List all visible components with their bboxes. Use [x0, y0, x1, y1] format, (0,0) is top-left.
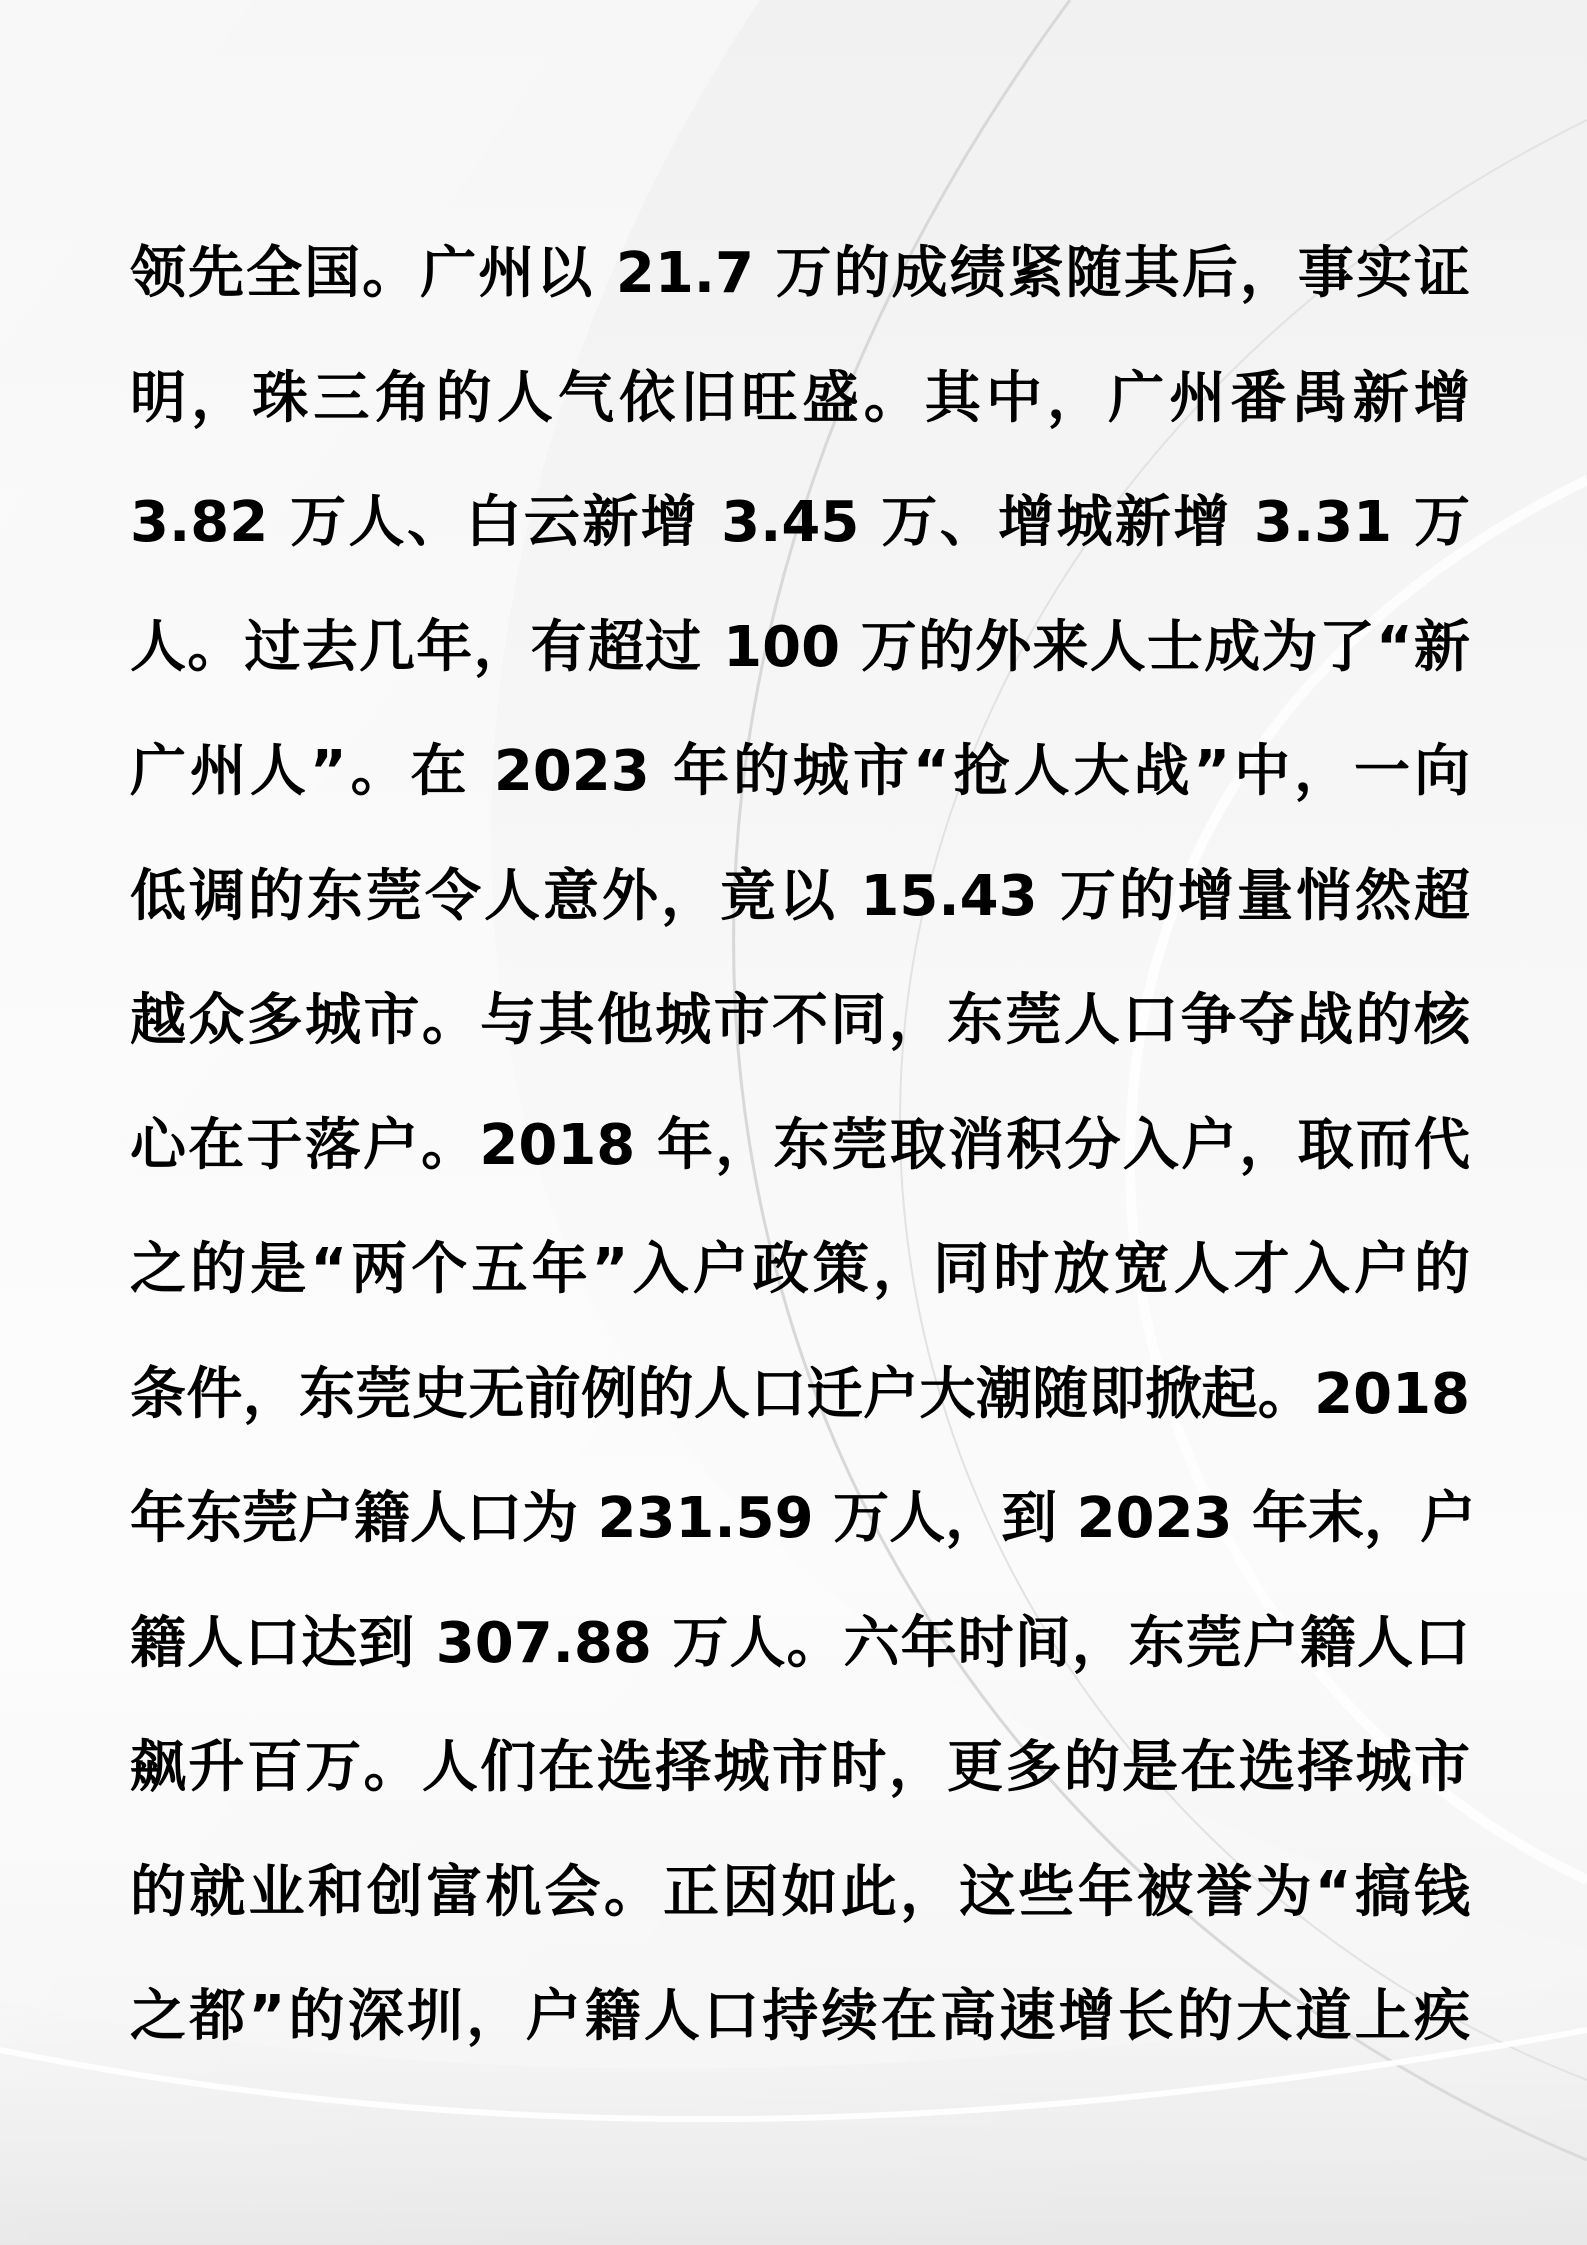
text-line: 人。过去几年，有超过 100 万的外来人士成为了“新 [130, 614, 1470, 680]
text-line: 条件，东莞史无前例的人口迁户大潮随即掀起。2018 [130, 1361, 1470, 1427]
text-line: 低调的东莞令人意外，竟以 15.43 万的增量悄然超 [130, 863, 1470, 929]
text-line: 越众多城市。与其他城市不同，东莞人口争夺战的核 [130, 988, 1470, 1053]
text-line: 3.82 万人、白云新增 3.45 万、增城新增 3.31 万 [130, 490, 1470, 555]
text-line: 的就业和创富机会。正因如此，这些年被誉为“搞钱 [130, 1859, 1470, 1925]
text-line: 心在于落户。2018 年，东莞取消积分入户，取而代 [130, 1112, 1470, 1178]
text-line: 籍人口达到 307.88 万人。六年时间，东莞户籍人口 [130, 1610, 1470, 1676]
text-line: 广州人”。在 2023 年的城市“抢人大战”中，一向 [130, 739, 1470, 804]
body-text [130, 212, 1476, 2080]
text-line: 领先全国。广州以 21.7 万的成绩紧随其后，事实证 [130, 241, 1470, 306]
text-line: 之都”的深圳，户籍人口持续在高速增长的大道上疾 [130, 1984, 1470, 2049]
text-line: 飙升百万。人们在选择城市时，更多的是在选择城市 [130, 1735, 1470, 1800]
text-line: 之的是“两个五年”入户政策，同时放宽人才入户的 [130, 1237, 1470, 1302]
text-line: 明，珠三角的人气依旧旺盛。其中，广州番禺新增 [130, 365, 1470, 431]
text-line: 年东莞户籍人口为 231.59 万人，到 2023 年末，户 [130, 1486, 1476, 1551]
